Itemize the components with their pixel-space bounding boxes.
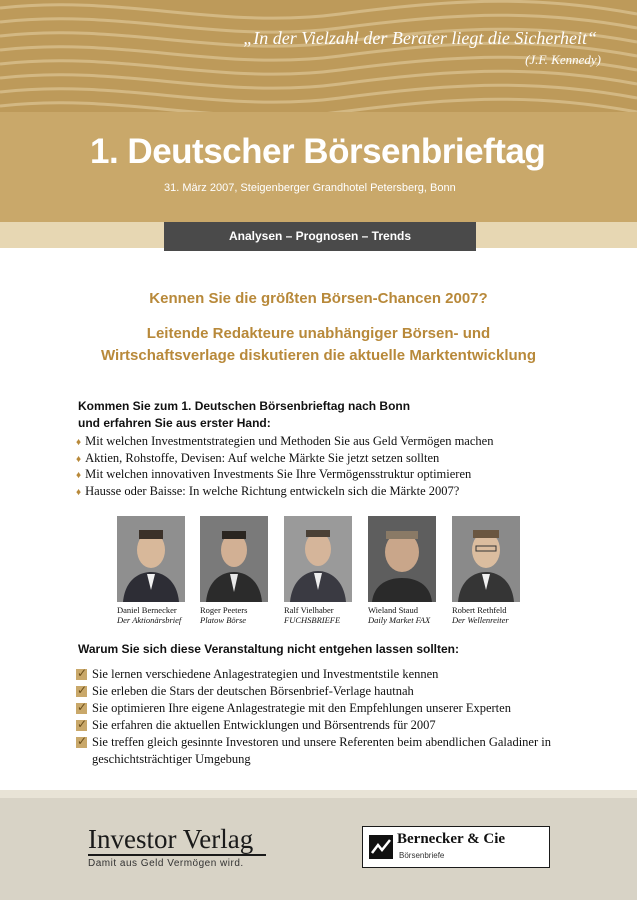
list-item [76, 467, 576, 484]
investor-verlag-name: Investor Verlag [88, 824, 254, 854]
speaker-card [117, 516, 185, 625]
benefit-text: Sie lernen verschiedene Anlagestrategien und Investmentstile kennen [92, 667, 439, 681]
headline-question: Kennen Sie die größten Börsen-Chancen 2007? [149, 290, 488, 307]
bullet-icon: ♦ [76, 453, 82, 465]
header-banner [0, 0, 637, 222]
speaker-photo [368, 516, 436, 602]
speaker-card [368, 516, 436, 625]
intro-line-2: und erfahren Sie aus erster Hand: [78, 416, 271, 430]
intro-text [78, 398, 558, 432]
checkmark-icon [76, 737, 87, 748]
list-item [76, 451, 576, 468]
bullet-icon: ♦ [76, 470, 82, 482]
list-item [76, 700, 586, 717]
checkmark-icon [76, 686, 87, 697]
kennedy-quote: „In der Vielzahl der Berater liegt die Sicherheit“ [243, 28, 597, 48]
benefit-text: Sie erleben die Stars der deutschen Börsenbrief-Verlage hautnah [92, 684, 414, 698]
bernecker-subtitle: Börsenbriefe [399, 851, 445, 860]
why-heading: Warum Sie sich diese Veranstaltung nicht entgehen lassen sollten: [78, 642, 459, 656]
speaker-name: Roger Peeters [200, 605, 248, 615]
benefit-text: Sie erfahren die aktuellen Entwicklungen und Börsentrends für 2007 [92, 718, 436, 732]
list-item [76, 484, 576, 501]
list-item [76, 683, 586, 700]
bullet-text: Mit welchen innovativen Investments Sie Ihre Vermögensstruktur optimieren [85, 467, 472, 482]
headline-subline-1: Leitende Redakteure unabhängiger Börsen- und [146, 325, 491, 342]
topic-bullet-list [76, 434, 576, 500]
speaker-photo [200, 516, 268, 602]
headline-subline [0, 323, 637, 367]
checkmark-icon [76, 669, 87, 680]
bernecker-mark-icon [369, 835, 393, 859]
bullet-text: Hausse oder Baisse: In welche Richtung entwickeln sich die Märkte 2007? [85, 483, 460, 498]
speaker-name: Wieland Staud [368, 605, 418, 615]
checkmark-icon [76, 703, 87, 714]
benefit-text: Sie optimieren Ihre eigene Anlagestrategie mit den Empfehlungen unserer Experten [92, 701, 511, 715]
speaker-publication: Platow Börse [200, 615, 247, 625]
footer-divider [0, 790, 637, 798]
bullet-icon: ♦ [76, 437, 82, 448]
bullet-icon: ♦ [76, 486, 82, 498]
benefit-text: Sie treffen gleich gesinnte Investoren und unsere Referenten beim abendlichen Galadiner in geschichtsträchtiger Umgebung [92, 735, 551, 766]
list-item [76, 666, 586, 683]
bernecker-logo[interactable] [362, 826, 550, 868]
speaker-name: Daniel Bernecker [117, 605, 177, 615]
speaker-publication: FUCHSBRIEFE [284, 615, 341, 625]
speaker-photo [284, 516, 352, 602]
event-date-location: 31. März 2007, Steigenberger Grandhotel Petersberg, Bonn [164, 182, 456, 194]
benefits-checklist [76, 666, 586, 768]
list-item [76, 717, 586, 734]
headline-subline-2: Wirtschaftsverlage diskutieren die aktuelle Marktentwicklung [101, 347, 536, 364]
investor-verlag-logo[interactable] [88, 825, 266, 869]
bullet-text: Aktien, Rohstoffe, Devisen: Auf welche Märkte Sie jetzt setzen sollten [85, 450, 440, 465]
checkmark-icon [76, 720, 87, 731]
bernecker-name: Bernecker & Cie [397, 831, 506, 847]
speaker-publication: Der Wellenreiter [452, 615, 509, 625]
speaker-photo [452, 516, 520, 602]
speaker-card [452, 516, 520, 625]
list-item [76, 434, 576, 451]
bullet-text: Mit welchen Investmentstrategien und Methoden Sie aus Geld Vermögen machen [85, 434, 494, 448]
speaker-publication: Der Aktionärsbrief [117, 615, 182, 625]
speaker-card [200, 516, 268, 625]
investor-verlag-tagline: Damit aus Geld Vermögen wird. [88, 858, 244, 869]
page-title: 1. Deutscher Börsenbrieftag [90, 132, 546, 171]
quote-author: (J.F. Kennedy) [525, 52, 601, 67]
list-item [76, 734, 586, 768]
intro-line-1: Kommen Sie zum 1. Deutschen Börsenbrieftag nach Bonn [78, 399, 411, 413]
speaker-name: Ralf Vielhaber [284, 605, 334, 615]
speaker-name: Robert Rethfeld [452, 605, 507, 615]
speaker-photo [117, 516, 185, 602]
logo-underline [88, 854, 266, 856]
topics-bar: Analysen – Prognosen – Trends [164, 222, 476, 251]
speaker-publication: Daily Market FAX [368, 615, 431, 625]
speaker-card [284, 516, 352, 625]
